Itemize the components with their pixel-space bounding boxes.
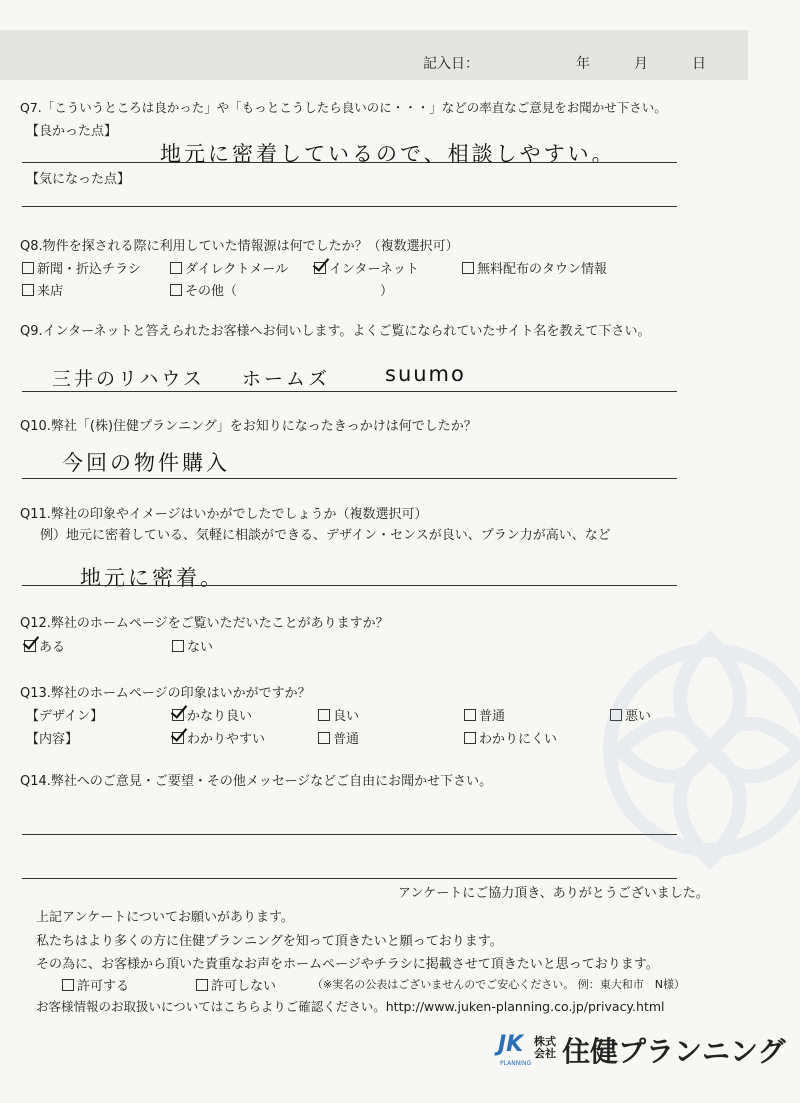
q14-question: Q14.弊社へのご意見・ご要望・その他メッセージなどご自由にお聞かせ下さい。 bbox=[20, 774, 493, 789]
q8-option-newspaper[interactable]: 新聞・折込チラシ bbox=[22, 258, 141, 277]
q8-other-close: ） bbox=[380, 284, 394, 299]
q13-content-label: 【内容】 bbox=[26, 732, 79, 747]
q7-concern-label: 【気になった点】 bbox=[26, 172, 131, 187]
checkbox-checked-icon[interactable] bbox=[314, 262, 326, 274]
q8-option-internet[interactable]: インターネット bbox=[314, 258, 419, 277]
checkbox-icon[interactable] bbox=[62, 979, 74, 991]
q11-answer[interactable]: 地元に密着。 bbox=[80, 566, 224, 590]
q8-option-direct-mail[interactable]: ダイレクトメール bbox=[170, 258, 288, 277]
q8-option-town-info[interactable]: 無料配布のタウン情報 bbox=[462, 258, 607, 277]
q13-design-normal[interactable]: 普通 bbox=[464, 705, 505, 724]
logo-company-name: 住健プランニング bbox=[562, 1035, 786, 1068]
q8-question: Q8.物件を探される際に利用していた情報源は何でしたか？（複数選択可） bbox=[20, 239, 459, 254]
checkbox-icon[interactable] bbox=[318, 732, 330, 744]
q9-answer-3[interactable]: suumo bbox=[385, 362, 466, 386]
q13-design-good[interactable]: 良い bbox=[318, 705, 359, 724]
logo-kabushiki: 株式会社 bbox=[534, 1035, 556, 1060]
q13-content-unclear[interactable]: わかりにくい bbox=[464, 728, 557, 747]
q13-question: Q13.弊社のホームページの印象はいかがですか？ bbox=[20, 686, 311, 701]
entry-date-label: 記入日： bbox=[423, 56, 479, 72]
q14-line-1 bbox=[22, 834, 677, 835]
q8-option-visit[interactable]: 来店 bbox=[22, 280, 63, 299]
checkbox-icon[interactable] bbox=[170, 262, 182, 274]
footer-deny-option[interactable]: 許可しない bbox=[196, 975, 276, 994]
q10-question: Q10.弊社「(株)住健プランニング」をお知りになったきっかけは何でしたか？ bbox=[20, 419, 477, 434]
q8-option-other[interactable]: その他（ bbox=[170, 280, 237, 299]
q13-design-label: 【デザイン】 bbox=[26, 709, 104, 724]
q7-question: Q7.「こういうところは良かった」や「もっとこうしたら良いのに・・・」などの率直なご意見をお聞かせ下さい。 bbox=[20, 100, 667, 115]
q11-example: 例）地元に密着している、気軽に相談ができる、デザイン・センスが良い、プラン力が高い、など bbox=[40, 528, 611, 543]
footer-line-1: 上記アンケートについてお願いがあります。 bbox=[36, 910, 294, 925]
q12-question: Q12.弊社のホームページをご覧いただいたことがありますか？ bbox=[20, 616, 389, 631]
q9-answer-1[interactable]: 三井のリハウス bbox=[52, 368, 205, 390]
checkbox-checked-icon[interactable] bbox=[24, 640, 36, 652]
checkbox-checked-icon[interactable] bbox=[172, 709, 184, 721]
q9-question: Q9.インターネットと答えられたお客様へお伺いします。よくご覧になられていたサイト名を教えて下さい。 bbox=[20, 324, 651, 339]
q14-line-2 bbox=[22, 878, 677, 879]
watermark-ornament-icon bbox=[600, 600, 800, 900]
month-label: 月 bbox=[634, 56, 648, 72]
q9-line bbox=[22, 391, 677, 392]
q10-line bbox=[22, 478, 677, 479]
q13-content-normal[interactable]: 普通 bbox=[318, 728, 359, 747]
logo-sub: PLANNING bbox=[500, 1060, 532, 1067]
checkbox-icon[interactable] bbox=[462, 262, 474, 274]
q9-answer-2[interactable]: ホームズ bbox=[242, 368, 331, 390]
q7-good-label: 【良かった点】 bbox=[26, 124, 118, 139]
q13-content-clear[interactable]: わかりやすい bbox=[172, 728, 265, 747]
footer-note: （※実名の公表はございませんのでご安心ください。 例：東大和市 N様） bbox=[312, 978, 685, 991]
q11-question: Q11.弊社の印象やイメージはいかがでしたでしょうか（複数選択可） bbox=[20, 507, 428, 522]
q12-option-yes[interactable]: ある bbox=[24, 636, 65, 655]
footer-permit-option[interactable]: 許可する bbox=[62, 975, 129, 994]
logo-mark: JK bbox=[498, 1032, 524, 1057]
year-label: 年 bbox=[576, 56, 590, 72]
q13-design-bad[interactable]: 悪い bbox=[610, 705, 651, 724]
checkbox-icon[interactable] bbox=[170, 284, 182, 296]
q10-answer[interactable]: 今回の物件購入 bbox=[62, 451, 230, 475]
footer-line-2: 私たちはより多くの方に住健プランニングを知って頂きたいと願っております。 bbox=[36, 934, 503, 949]
checkbox-icon[interactable] bbox=[22, 284, 34, 296]
q7-good-line bbox=[22, 162, 677, 163]
q12-option-no[interactable]: ない bbox=[172, 636, 213, 655]
q13-design-very-good[interactable]: かなり良い bbox=[172, 705, 252, 724]
checkbox-icon[interactable] bbox=[318, 709, 330, 721]
checkbox-icon[interactable] bbox=[464, 732, 476, 744]
footer-privacy: お客様情報のお取扱いについてはこちらよりご確認ください。http://www.juken-planning.co.jp/privacy.html bbox=[36, 999, 665, 1014]
checkbox-icon[interactable] bbox=[196, 979, 208, 991]
checkbox-icon[interactable] bbox=[22, 262, 34, 274]
day-label: 日 bbox=[692, 56, 706, 72]
company-logo bbox=[498, 1030, 798, 1080]
checkbox-icon[interactable] bbox=[464, 709, 476, 721]
checkbox-icon[interactable] bbox=[172, 640, 184, 652]
q7-good-answer[interactable]: 地元に密着しているので、相談しやすい。 bbox=[160, 142, 616, 166]
q11-line bbox=[22, 585, 677, 586]
footer-line-3: その為に、お客様から頂いた貴重なお声をホームページやチラシに掲載させて頂きたいと思っております。 bbox=[36, 957, 659, 972]
checkbox-checked-icon[interactable] bbox=[172, 732, 184, 744]
q7-concern-line bbox=[22, 206, 677, 207]
footer-thanks: アンケートにご協力頂き、ありがとうございました。 bbox=[398, 886, 709, 901]
